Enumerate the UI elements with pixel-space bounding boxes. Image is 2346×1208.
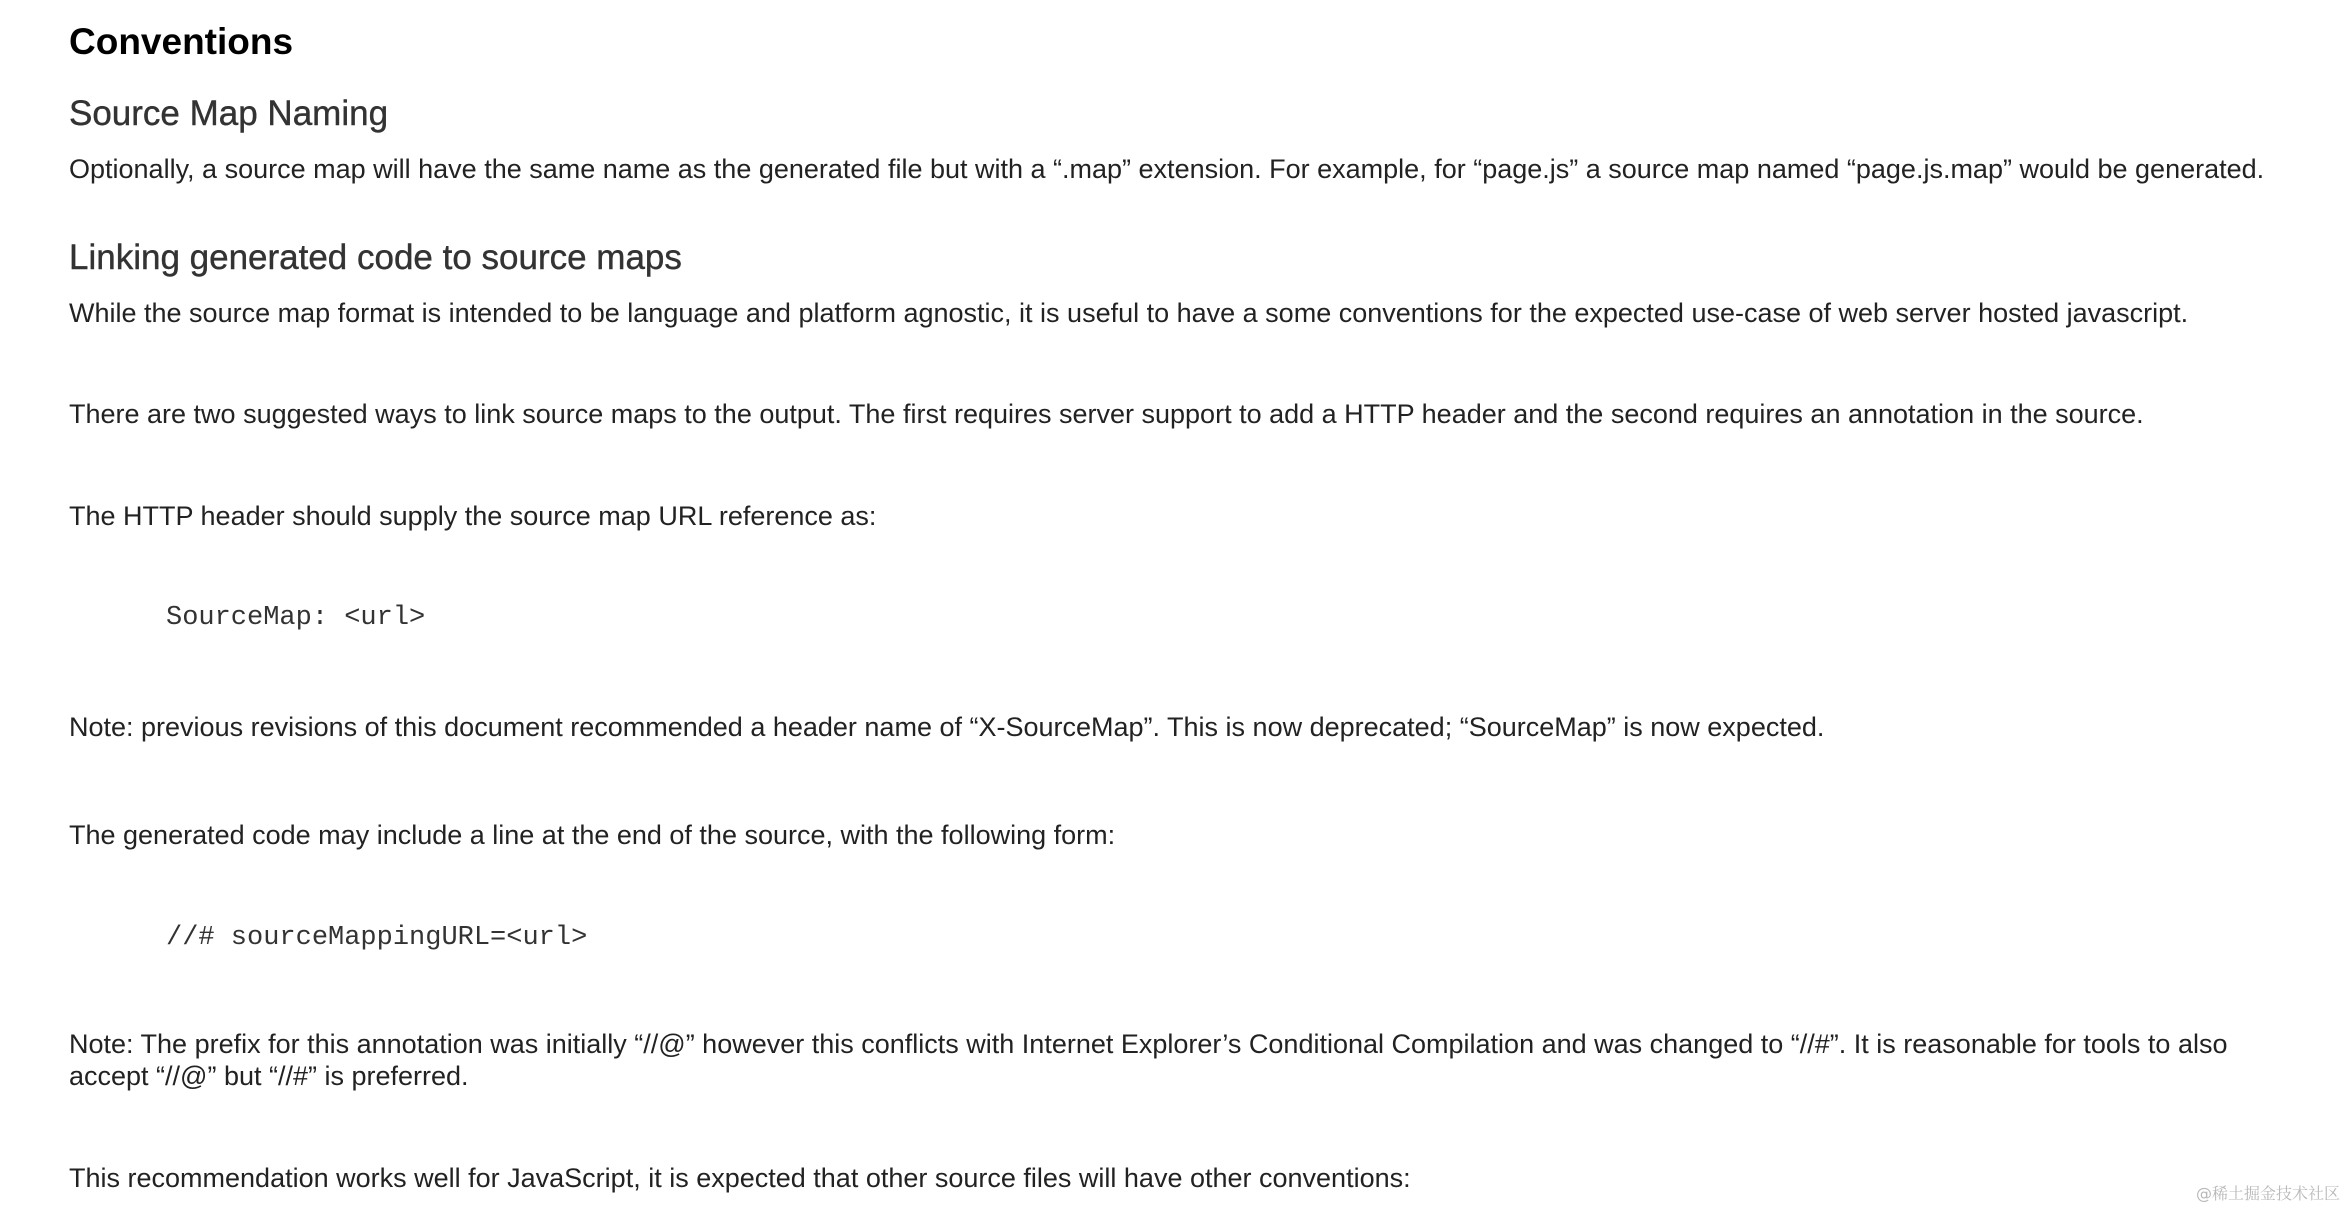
- code-sourcemap-header: SourceMap: <url>: [166, 603, 426, 633]
- paragraph-recommendation: This recommendation works well for JavaScript, it is expected that other source files will have other conventions:: [69, 1163, 1411, 1193]
- paragraph-two-ways: There are two suggested ways to link source maps to the output. The first requires server support to add a HTTP header and the second requires an annotation in the source.: [69, 399, 2144, 429]
- paragraph-note-deprecated: Note: previous revisions of this document recommended a header name of “X-SourceMap”. This is now deprecated; “SourceMap” is now expected.: [69, 712, 1825, 742]
- section-heading-conventions: Conventions: [69, 21, 294, 62]
- paragraph-note-prefix: Note: The prefix for this annotation was initially “//@” however this conflicts with Internet Explorer’s Conditional Compilation and was changed to “//#”. It is reasonable for tools to also accept “//@” but “//#” is preferred.: [69, 1029, 2228, 1091]
- subheading-source-map-naming: Source Map Naming: [69, 94, 389, 133]
- paragraph-linking-intro: While the source map format is intended to be language and platform agnostic, it is useful to have a some conventions for the expected use-case of web server hosted javascript.: [69, 298, 2189, 328]
- paragraph-generated-code: The generated code may include a line at the end of the source, with the following form:: [69, 820, 1116, 850]
- watermark: @稀土掘金技术社区: [2195, 1184, 2340, 1203]
- paragraph-http-header: The HTTP header should supply the source map URL reference as:: [69, 501, 877, 531]
- subheading-linking: Linking generated code to source maps: [69, 238, 682, 277]
- code-source-mapping-url: //# sourceMappingURL=<url>: [166, 923, 588, 953]
- paragraph-naming: Optionally, a source map will have the same name as the generated file but with a “.map” extension. For example, for “page.js” a source map named “page.js.map” would be generated.: [69, 154, 2265, 184]
